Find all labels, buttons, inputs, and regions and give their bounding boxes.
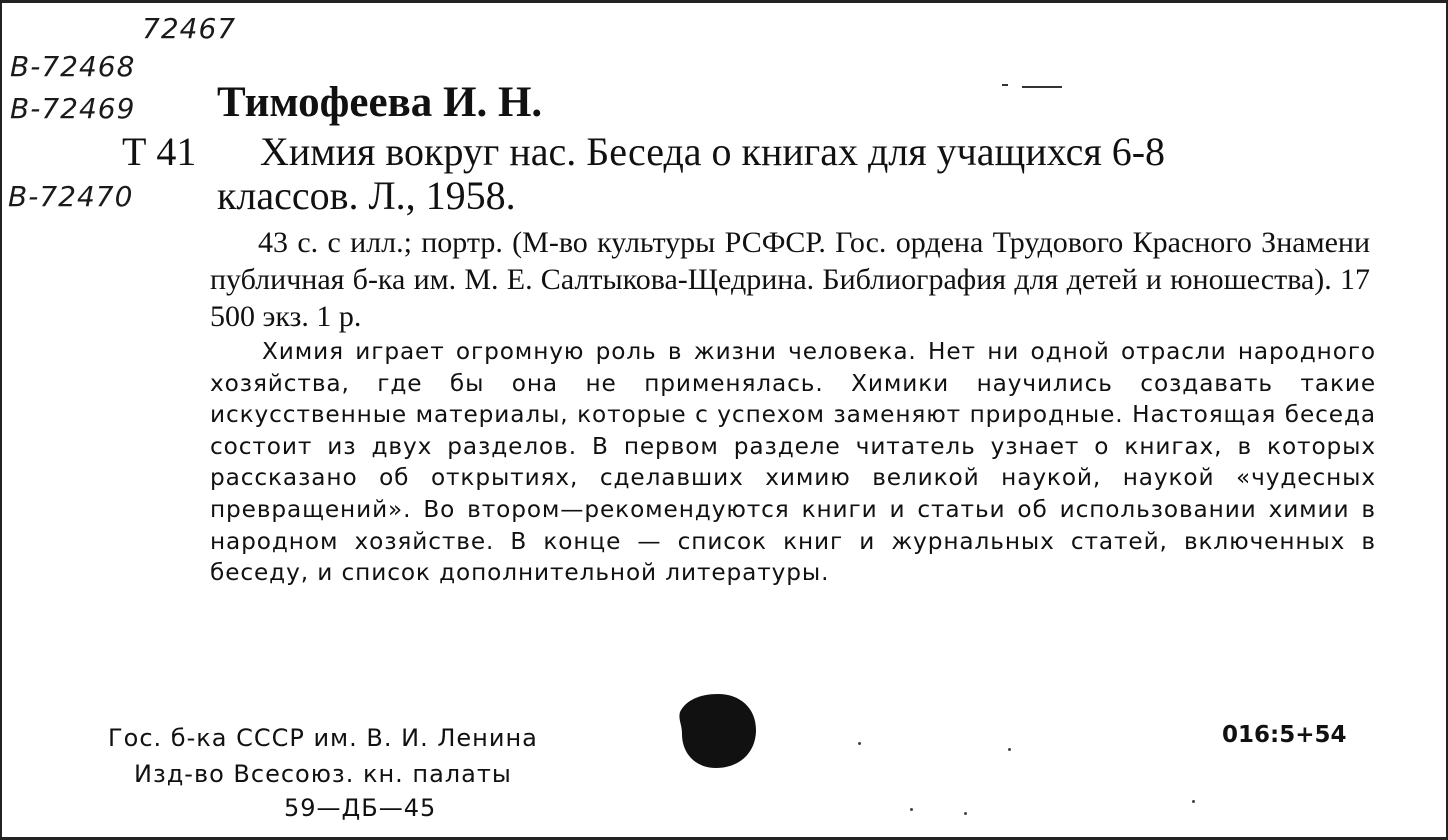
title-line-1: Химия вокруг нас. Беседа о книгах для учащихся 6-8: [260, 129, 1166, 174]
call-number: Т 41: [122, 129, 197, 174]
library-line: Гос. б-ка СССР им. В. И. Ленина: [108, 724, 538, 752]
scan-speck: [1022, 86, 1062, 88]
udc-classification: 016:5+54: [1222, 722, 1347, 748]
scan-speck: [1192, 800, 1195, 803]
handwritten-inventory-number-2: В-72468: [10, 50, 136, 83]
punch-hole: [676, 690, 760, 772]
publisher-line: Изд-во Всесоюз. кн. палаты: [134, 760, 512, 788]
collation-note: 43 с. с илл.; портр. (М-во культуры РСФСР. Гос. ордена Трудового Красного Знамени публичная б-ка им. М. Е. Салтыкова-Щедрина. Библиография для детей и юношества). 17 500 экз. 1 р.: [210, 226, 1370, 333]
title-line-2: классов. Л., 1958.: [217, 173, 516, 218]
annotation-paragraph: Химия играет огромную роль в жизни человека. Нет ни одной отрасли народного хозяйства, где бы она не применялась. Химики научились создавать такие искусственные материалы, которые с успехом заменяют природные. Настоящая беседа состоит из двух разделов. В первом разделе читатель узнает о книгах, в которых рассказано об открытиях, сделавших химию великой наукой, наукой «чудесных превращений». Во втором—рекомендуются книги и статьи об использовании химии в народном хозяйстве. В конце — список книг и журнальных статей, включенных в беседу, и список дополнительной литературы.: [210, 338, 1376, 587]
handwritten-inventory-number-4: В-72470: [8, 180, 134, 213]
handwritten-inventory-number-1: 72467: [142, 12, 237, 45]
scan-speck: [858, 742, 861, 745]
scan-speck: [910, 808, 913, 811]
scan-speck: [1002, 84, 1008, 86]
author-heading: Тимофеева И. Н.: [217, 79, 543, 126]
scan-speck: [1008, 748, 1011, 751]
top-border: [2, 0, 1448, 3]
scan-speck: [964, 812, 967, 815]
handwritten-inventory-number-3: В-72469: [10, 92, 136, 125]
card-number: 59—ДБ—45: [284, 794, 437, 822]
